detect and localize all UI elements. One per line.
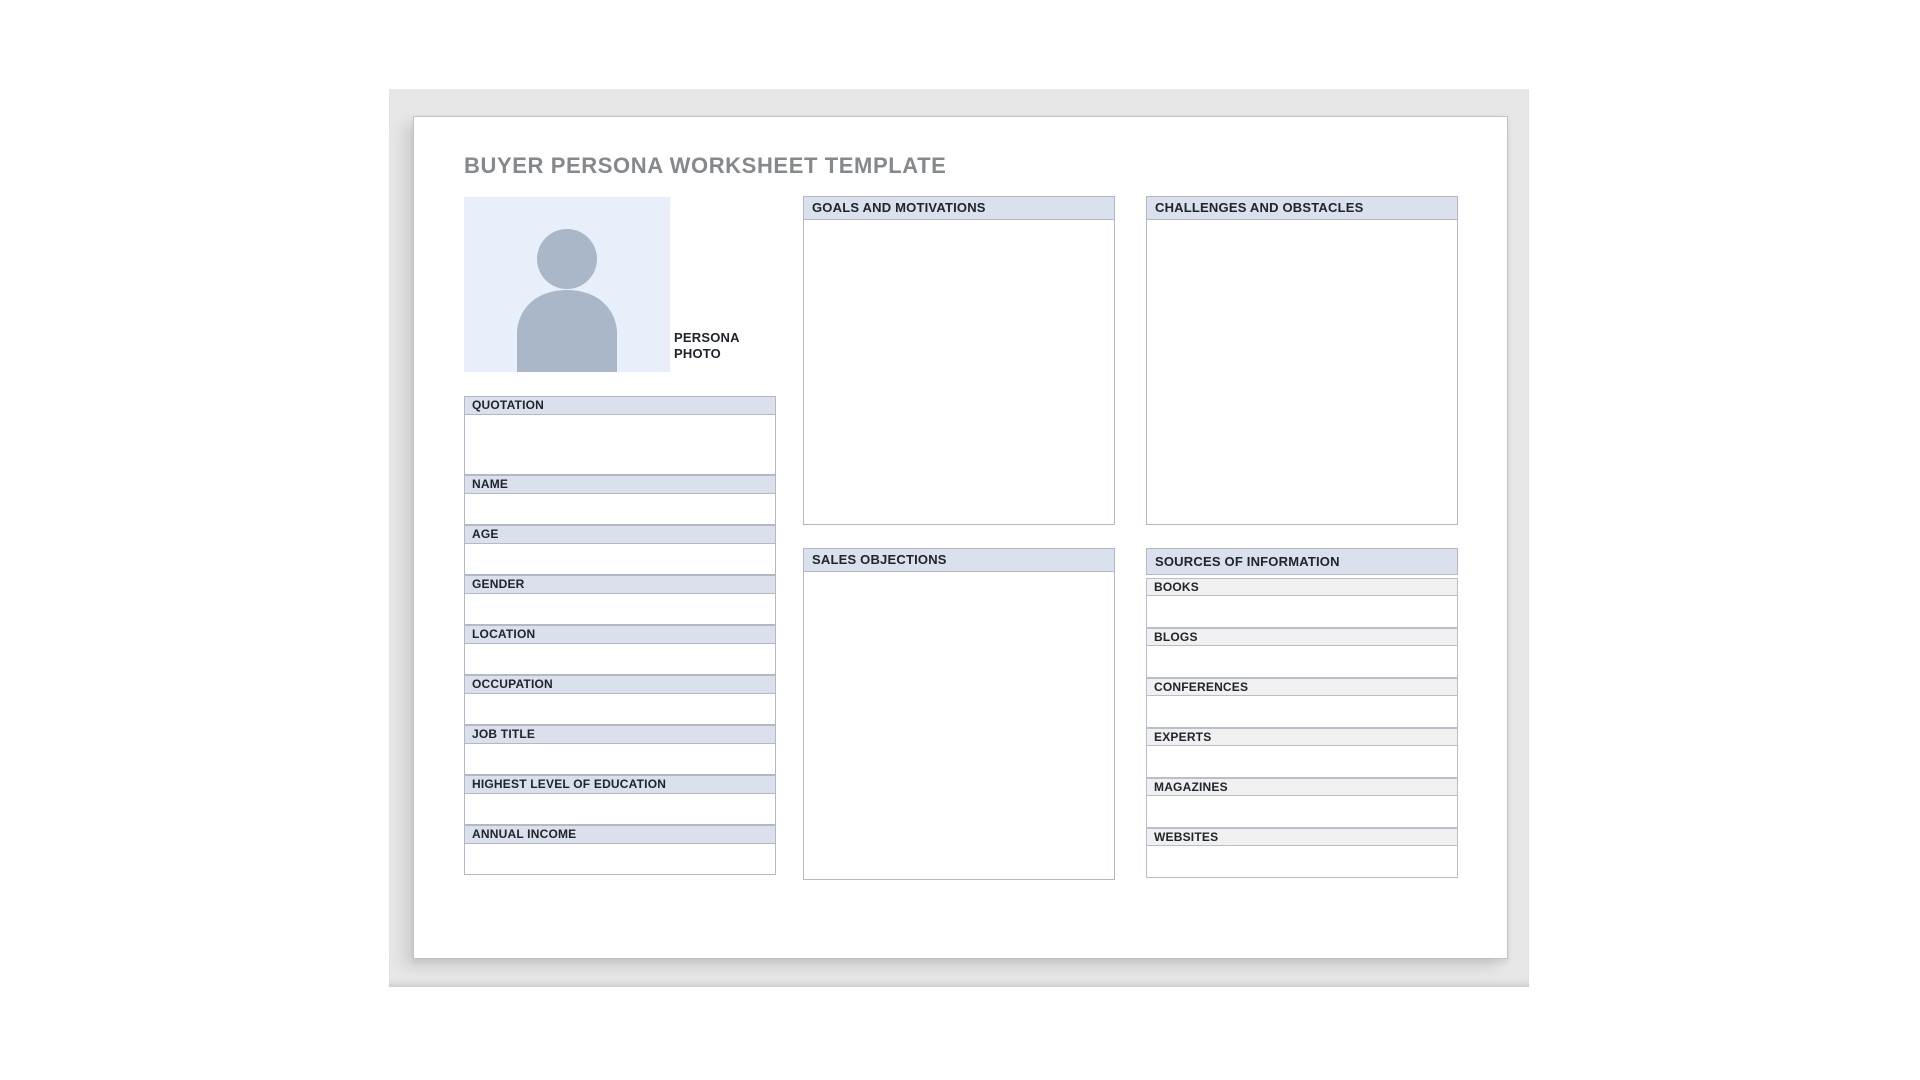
field-label-job-title: JOB TITLE <box>464 725 776 744</box>
sales-objections-input[interactable] <box>803 572 1115 880</box>
goals-and-motivations-header: GOALS AND MOTIVATIONS <box>803 196 1115 220</box>
source-label-books: BOOKS <box>1146 578 1458 596</box>
persona-photo-label-line1: PERSONA <box>674 330 740 345</box>
blogs-input[interactable] <box>1146 646 1458 678</box>
sales-objections-header: SALES OBJECTIONS <box>803 548 1115 572</box>
persona-details-column <box>464 396 776 875</box>
persona-photo-label <box>674 330 740 362</box>
person-silhouette-icon <box>464 197 670 372</box>
job-title-input[interactable] <box>464 744 776 775</box>
name-input[interactable] <box>464 494 776 525</box>
goals-and-motivations-section <box>803 196 1115 525</box>
page-title: BUYER PERSONA WORKSHEET TEMPLATE <box>464 153 947 178</box>
field-label-annual-income: ANNUAL INCOME <box>464 825 776 844</box>
field-label-highest-education: HIGHEST LEVEL OF EDUCATION <box>464 775 776 794</box>
field-label-age: AGE <box>464 525 776 544</box>
source-label-conferences: CONFERENCES <box>1146 678 1458 696</box>
field-label-occupation: OCCUPATION <box>464 675 776 694</box>
websites-input[interactable] <box>1146 846 1458 878</box>
challenges-and-obstacles-input[interactable] <box>1146 220 1458 525</box>
sources-of-information-section <box>1146 548 1458 878</box>
books-input[interactable] <box>1146 596 1458 628</box>
field-label-gender: GENDER <box>464 575 776 594</box>
annual-income-input[interactable] <box>464 844 776 875</box>
sales-objections-section <box>803 548 1115 880</box>
gender-input[interactable] <box>464 594 776 625</box>
worksheet-page <box>413 116 1508 959</box>
quotation-input[interactable] <box>464 415 776 475</box>
persona-photo-placeholder[interactable] <box>464 197 670 372</box>
worksheet-backdrop <box>389 89 1529 987</box>
sources-of-information-header: SOURCES OF INFORMATION <box>1146 548 1458 575</box>
challenges-and-obstacles-section <box>1146 196 1458 525</box>
age-input[interactable] <box>464 544 776 575</box>
highest-education-input[interactable] <box>464 794 776 825</box>
conferences-input[interactable] <box>1146 696 1458 728</box>
source-label-magazines: MAGAZINES <box>1146 778 1458 796</box>
challenges-and-obstacles-header: CHALLENGES AND OBSTACLES <box>1146 196 1458 220</box>
field-label-location: LOCATION <box>464 625 776 644</box>
field-label-name: NAME <box>464 475 776 494</box>
field-label-quotation: QUOTATION <box>464 396 776 415</box>
occupation-input[interactable] <box>464 694 776 725</box>
magazines-input[interactable] <box>1146 796 1458 828</box>
source-label-websites: WEBSITES <box>1146 828 1458 846</box>
location-input[interactable] <box>464 644 776 675</box>
source-label-experts: EXPERTS <box>1146 728 1458 746</box>
source-label-blogs: BLOGS <box>1146 628 1458 646</box>
experts-input[interactable] <box>1146 746 1458 778</box>
persona-photo-label-line2: PHOTO <box>674 346 721 361</box>
goals-and-motivations-input[interactable] <box>803 220 1115 525</box>
